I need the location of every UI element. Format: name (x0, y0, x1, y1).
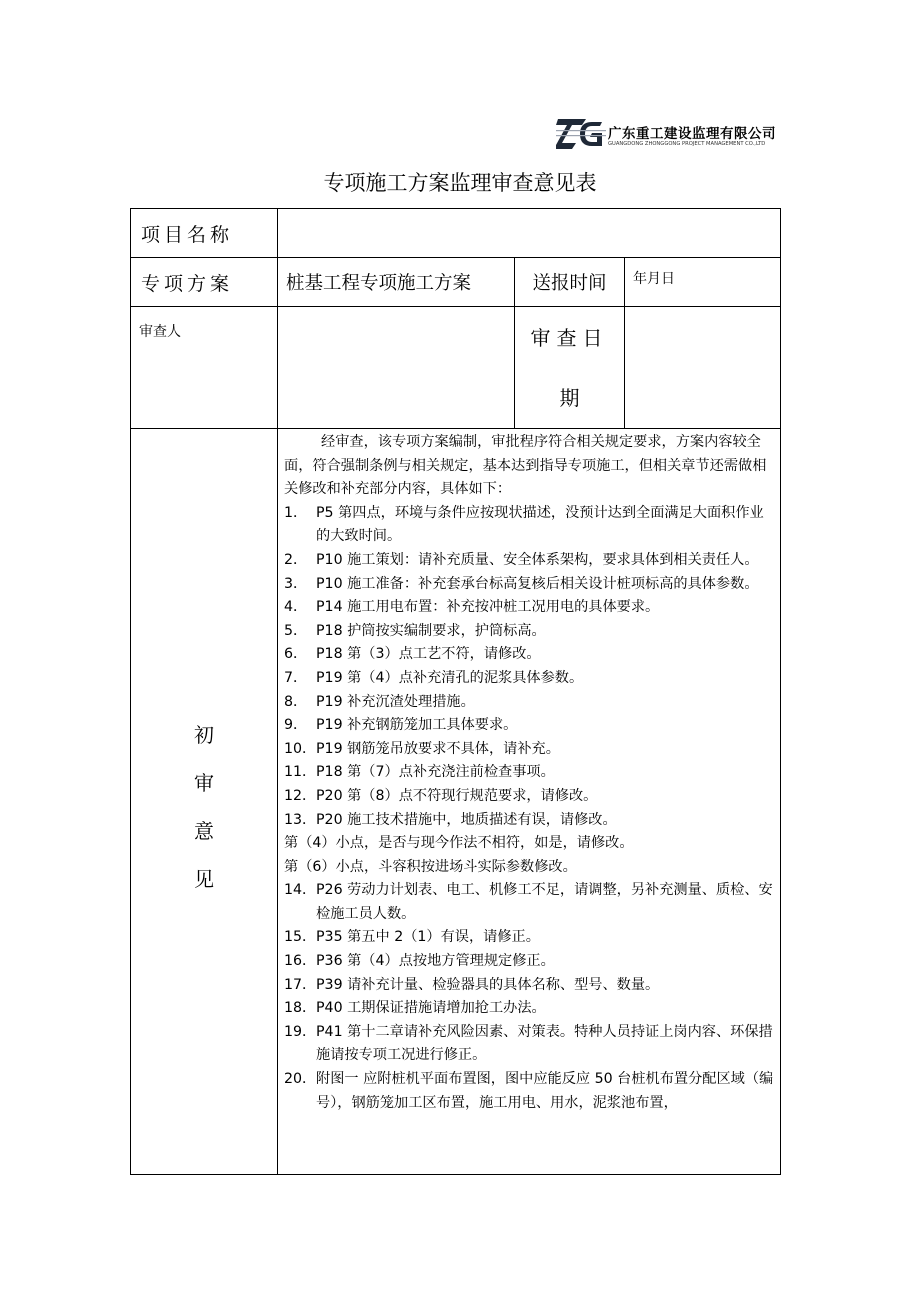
special-plan-value[interactable]: 桩基工程专项施工方案 (278, 258, 515, 307)
review-item (284, 761, 774, 785)
review-item-number: 13． (284, 811, 317, 828)
review-item (284, 643, 774, 667)
company-name-en: GUANGDONG ZHONGGONG PROJECT MANAGEMENT CO.,LTD (608, 141, 766, 147)
review-item-text: P36 第（4）点按地方管理规定修正。 (316, 953, 555, 970)
review-item-text: P19 补充沉渣处理措施。 (316, 693, 475, 710)
project-name-label: 项目名称 (131, 209, 278, 258)
review-item-text: P10 施工准备：补充套承台标高复核后相关设计桩项标高的具体参数。 (316, 575, 759, 592)
submit-time-value[interactable]: 年月日 (625, 258, 781, 307)
row-initial-review (131, 429, 781, 1175)
review-form-table (130, 208, 781, 1175)
review-item-text: 第（4）小点，是否与现今作法不相符，如是，请修改。 (284, 835, 634, 852)
initial-review-label (131, 429, 278, 1175)
page-title: 专项施工方案监理审查意见表 (323, 171, 597, 195)
review-item (284, 714, 774, 738)
review-item-number: 6． (284, 646, 308, 663)
review-item (284, 856, 774, 880)
review-item-text: P14 施工用电布置：补充按冲桩工况用电的具体要求。 (316, 599, 660, 616)
review-label-char: 意 (194, 818, 214, 843)
review-item-text: P18 第（3）点工艺不符，请修改。 (316, 646, 541, 663)
review-item (284, 691, 774, 715)
review-item-number: 9． (284, 717, 308, 734)
review-item-text: P19 钢筋笼吊放要求不具体，请补充。 (316, 740, 560, 757)
review-item-number: 17． (284, 976, 317, 993)
review-date-label (515, 307, 625, 429)
row-project-name (131, 209, 781, 258)
review-item-text: P39 请补充计量、检验器具的具体名称、型号、数量。 (316, 976, 660, 993)
review-item-number: 10． (284, 740, 317, 757)
special-plan-label: 专项方案 (131, 258, 278, 307)
review-item-text: P10 施工策划：请补充质量、安全体系架构，要求具体到相关责任人。 (316, 551, 759, 568)
company-logo (556, 116, 816, 158)
review-item-text: P35 第五中 2（1）有误，请修正。 (316, 929, 540, 946)
review-item (284, 549, 774, 573)
reviewer-value[interactable] (278, 307, 515, 429)
review-item (284, 620, 774, 644)
review-item (284, 738, 774, 762)
review-label-char: 初 (194, 722, 214, 747)
review-item (284, 879, 774, 926)
review-item-number: 20． (284, 1071, 317, 1088)
review-item-text: P26 劳动力计划表、电工、机修工不足，请调整，另补充测量、质检、安检施工员人数。 (316, 882, 773, 922)
row-special-plan (131, 258, 781, 307)
review-item-number: 18． (284, 1000, 317, 1017)
review-item (284, 785, 774, 809)
reviewer-label: 审查人 (131, 307, 278, 429)
review-label-char: 见 (194, 866, 214, 891)
review-date-label-line2: 期 (559, 385, 580, 410)
review-item-text: P18 第（7）点补充浇注前检查事项。 (316, 764, 555, 781)
review-item-number: 16． (284, 953, 317, 970)
review-date-label-line1: 审查日 (530, 325, 609, 350)
review-item-text: P19 补充钢筋笼加工具体要求。 (316, 717, 518, 734)
row-reviewer (131, 307, 781, 429)
review-item (284, 1021, 774, 1068)
review-item-number: 2． (284, 551, 308, 568)
review-item-number: 19． (284, 1023, 317, 1040)
review-item-number: 7． (284, 669, 308, 686)
initial-review-content (278, 429, 781, 1175)
review-intro: 经审查，该专项方案编制，审批程序符合相关规定要求，方案内容较全面，符合强制条例与相关规定，基本达到指导专项施工，但相关章节还需做相关修改和补充部分内容，具体如下： (284, 434, 767, 498)
review-label-char: 审 (194, 770, 214, 795)
review-item-number: 12． (284, 787, 317, 804)
review-item-number: 11． (284, 764, 317, 781)
review-item (284, 950, 774, 974)
review-item-number: 14． (284, 882, 317, 899)
review-item (284, 502, 774, 549)
review-item-number: 1． (284, 504, 308, 521)
review-item-number: 3． (284, 575, 308, 592)
company-name-cn: 广东重工建设监理有限公司 (608, 126, 776, 142)
review-items-list (284, 502, 774, 1115)
review-item-number: 5． (284, 622, 308, 639)
review-item (284, 926, 774, 950)
review-item-text: P20 第（8）点不符现行规范要求，请修改。 (316, 787, 598, 804)
review-item (284, 596, 774, 620)
review-item-text: 附图一 应附桩机平面布置图，图中应能反应 50 台桩机布置分配区域（编号），钢筋笼加工区布置，施工用电、用水，泥浆池布置， (316, 1071, 774, 1111)
review-item-number: 15． (284, 929, 317, 946)
review-item-text: P40 工期保证措施请增加抢工办法。 (316, 1000, 546, 1017)
review-item-text: 第（6）小点，斗容积按进场斗实际参数修改。 (284, 858, 577, 875)
review-item-text: P19 第（4）点补充清孔的泥浆具体参数。 (316, 669, 584, 686)
zg-logo-icon (556, 116, 606, 152)
review-item-text: P5 第四点，环境与条件应按现状描述，没预计达到全面满足大面积作业的大致时间。 (316, 504, 764, 545)
review-item (284, 997, 774, 1021)
review-item (284, 809, 774, 833)
review-item-text: P41 第十二章请补充风险因素、对策表。特种人员持证上岗内容、环保措施请按专项工况进行修正。 (316, 1023, 773, 1064)
submit-time-label: 送报时间 (515, 258, 625, 307)
review-item-text: P18 护筒按实编制要求，护筒标高。 (316, 622, 546, 639)
review-item-text: P20 施工技术措施中，地质描述有误，请修改。 (316, 811, 617, 828)
review-item (284, 832, 774, 856)
review-item (284, 1068, 774, 1115)
review-item (284, 974, 774, 998)
review-item-number: 4． (284, 599, 308, 616)
review-item (284, 667, 774, 691)
review-item (284, 573, 774, 597)
review-item-number: 8． (284, 693, 308, 710)
project-name-value[interactable] (278, 209, 781, 258)
review-date-value[interactable] (625, 307, 781, 429)
